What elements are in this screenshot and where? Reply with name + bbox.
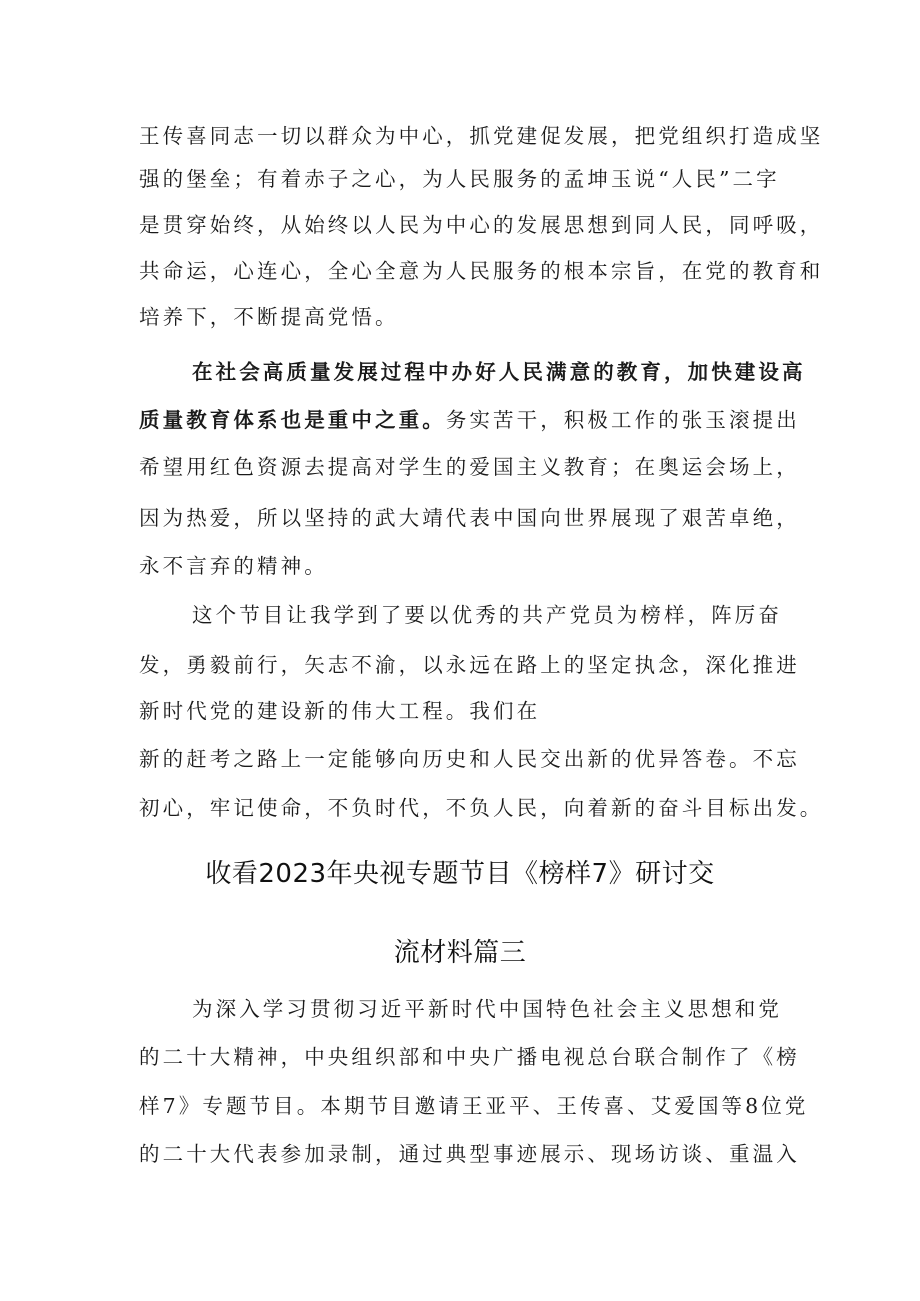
bold-lead-sentence: 在社会高质量发展过程中办好人民满意的教育，加快建设高 <box>192 360 806 384</box>
paragraph-line: 样7》专题节目。本期节目邀请王亚平、王传喜、艾爱国等8位党 <box>139 1094 809 1118</box>
paragraph-line: 发，勇毅前行，矢志不渝，以永远在路上的坚定执念，深化推进 <box>139 653 800 677</box>
paragraph-line: 的二十大精神，中央组织部和中央广播电视总台联合制作了《榜 <box>139 1045 800 1069</box>
section-heading-line-2: 流材料篇三 <box>393 938 527 968</box>
paragraph-line <box>139 406 800 434</box>
paragraph-line: 新时代党的建设新的伟大工程。我们在 <box>139 699 541 723</box>
paragraph-line: 永不言弃的精神。 <box>139 554 328 578</box>
paragraph-line: 共命运，心连心，全心全意为人民服务的根本宗旨，在党的教育和 <box>139 259 824 283</box>
paragraph-line: 为深入学习贯彻习近平新时代中国特色社会主义思想和党 <box>192 997 782 1021</box>
paragraph-line: 的二十大代表参加录制，通过典型事迹展示、现场访谈、重温入 <box>139 1142 800 1166</box>
section-heading-line-1: 收看2023年央视专题节目《榜样7》研讨交 <box>205 859 715 889</box>
paragraph-line: 初心，牢记使命，不负时代，不负人民，向着新的奋斗目标出发。 <box>139 796 824 820</box>
paragraph-line: 培养下，不断提高党悟。 <box>139 305 399 329</box>
paragraph-line: 新的赶考之路上一定能够向历史和人民交出新的优异答卷。不忘 <box>139 747 800 771</box>
paragraph-line: 这个节目让我学到了要以优秀的共产党员为榜样，阵厉奋 <box>192 603 782 627</box>
paragraph-line: 强的堡垒；有着赤子之心，为人民服务的孟坤玉说“人民”二字 <box>139 167 780 191</box>
paragraph-line: 是贯穿始终，从始终以人民为中心的发展思想到同人民，同呼吸， <box>139 213 824 237</box>
paragraph-line: 希望用红色资源去提高对学生的爱国主义教育；在奥运会场上， <box>139 455 800 479</box>
paragraph-line: 王传喜同志一切以群众为中心，抓党建促发展，把党组织打造成坚 <box>139 124 824 148</box>
bold-lead-sentence-end: 质量教育体系也是重中之重。 <box>139 408 446 432</box>
paragraph-line-rest: 务实苦干，积极工作的张玉滚提出 <box>445 408 800 432</box>
paragraph-line: 因为热爱，所以坚持的武大靖代表中国向世界展现了艰苦卓绝， <box>139 506 800 530</box>
